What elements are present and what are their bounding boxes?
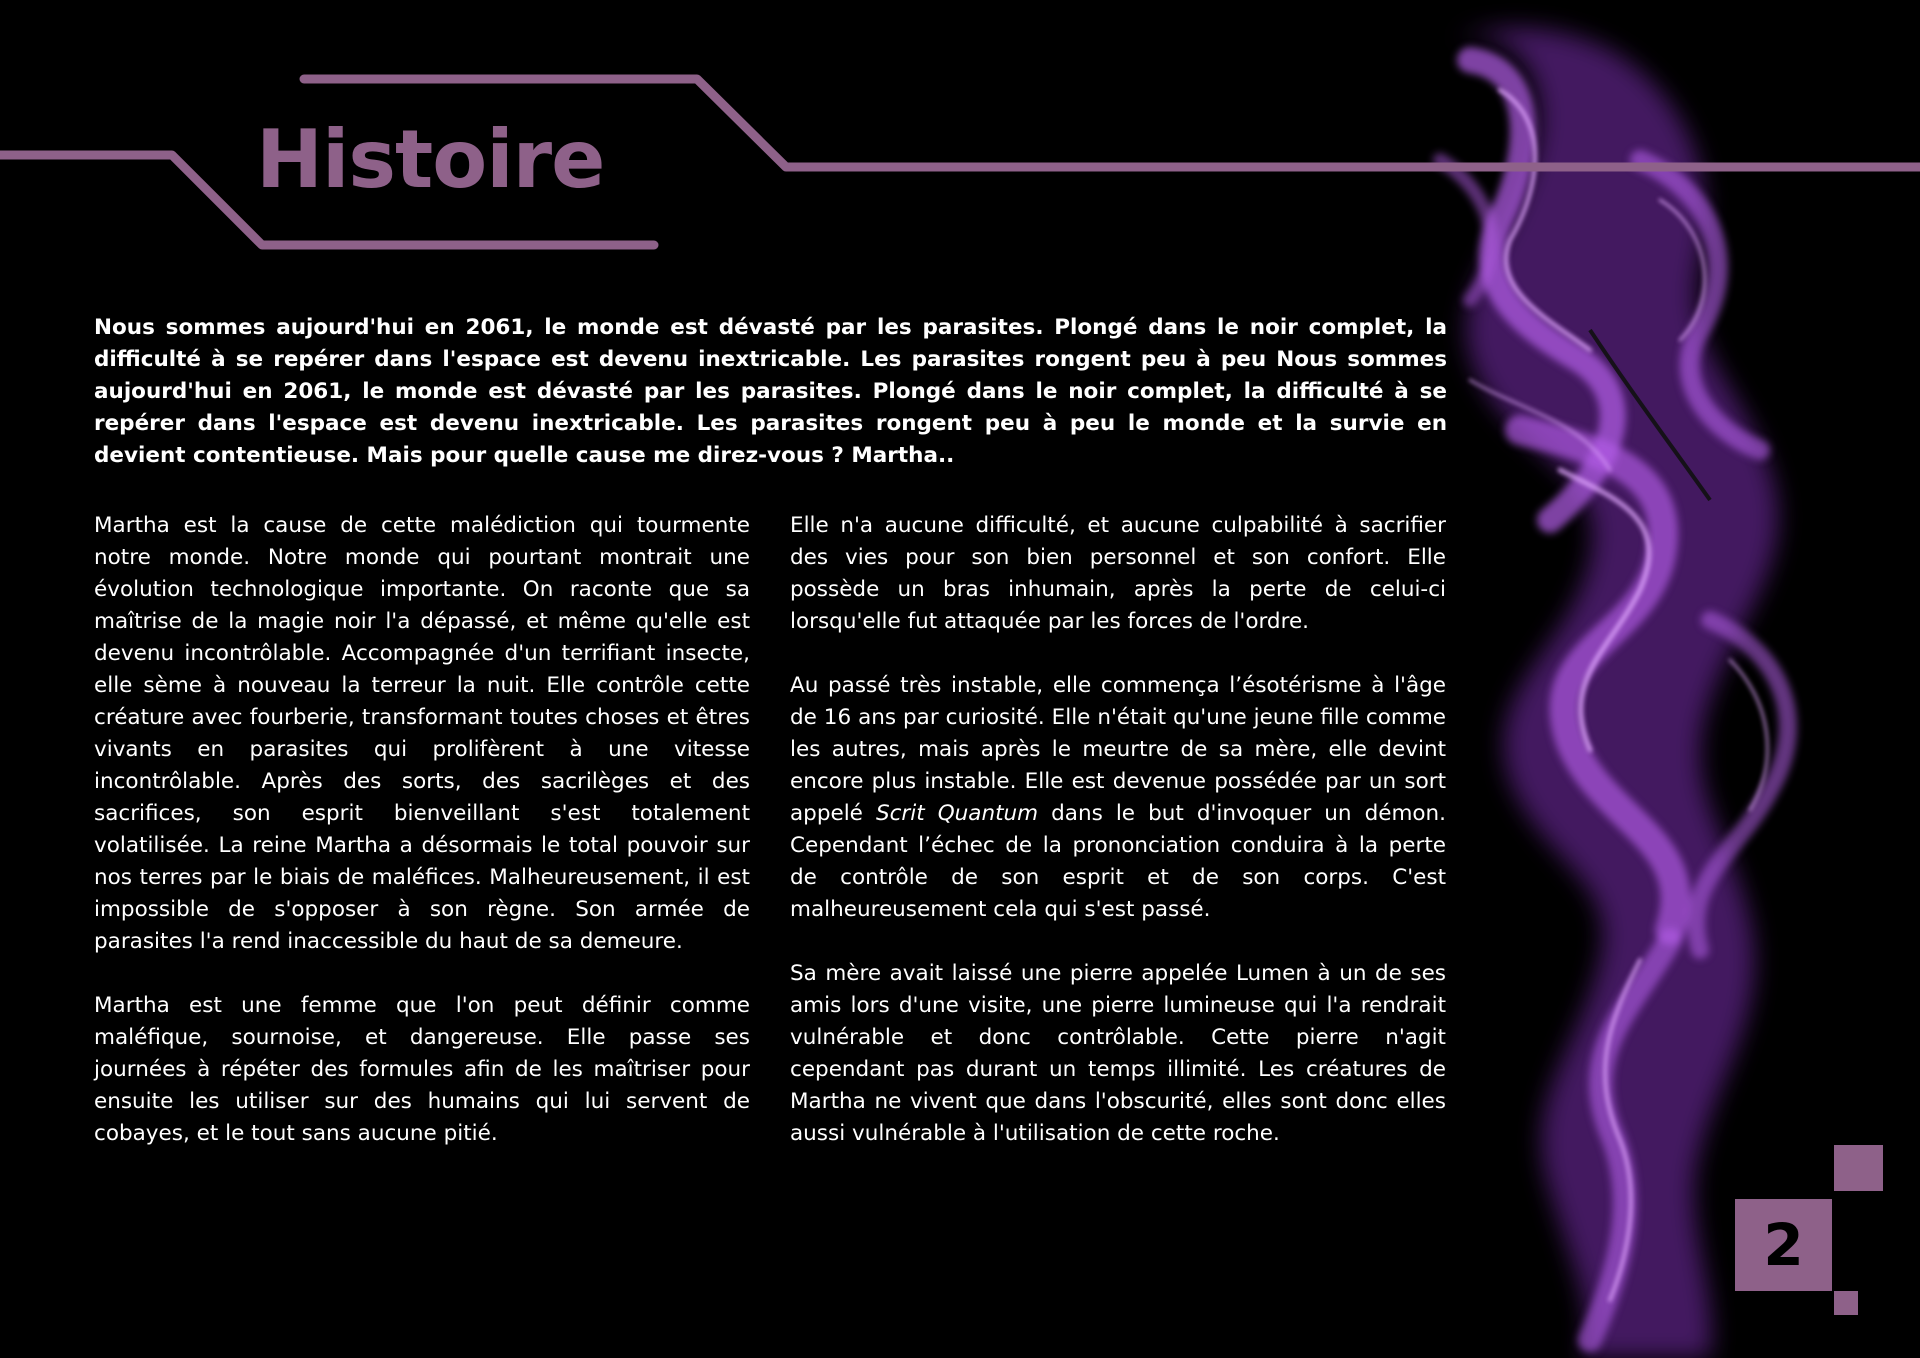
page-number: 2 [1735,1199,1832,1291]
left-column [94,510,750,1182]
intro-paragraph: Nous sommes aujourd'hui en 2061, le monde est dévasté par les parasites. Plongé dans le noir complet, la difficulté à se repérer dans l'espace est devenu inextricable. Les parasites rongent peu à peu Nous sommes aujourd'hui en 2061, le monde est dévasté par les parasites. Plongé dans le noir complet, la difficulté à se repérer dans l'espace est devenu inextricable. Les parasites rongent peu à peu le monde et la survie en devient contentieuse. Mais pour quelle cause me direz-vous ? Martha.. [94,315,1447,468]
right-paragraph-2-start: Au passé très instable, elle commença l’ésotérisme à l'âge de 16 ans par curiosité. Elle n'était qu'une jeune fille comme les autres, mais après le meurtre de sa mère, elle devint encore plus instable. Elle est devenue possédée par un sort appelé [790,673,1446,826]
left-paragraph-2: Martha est une femme que l'on peut définir comme maléfique, sournoise, et dangereuse. Elle passe ses journées à répéter des formules afin de les maîtriser pour ensuite les utiliser sur des humains qui lui servent de cobayes, et le tout sans aucune pitié. [94,993,750,1146]
right-paragraph-2-end: dans le but d'invoquer un démon. Cependant l’échec de la prononciation conduira à la perte de contrôle de son esprit et de son corps. C'est malheureusement cela qui s'est passé. [790,801,1447,922]
decor-square-top [1834,1145,1883,1191]
right-paragraph-3: Sa mère avait laissé une pierre appelée Lumen à un de ses amis lors d'une visite, une pierre lumineuse qui l'a rendrait vulnérable et donc contrôlable. Cette pierre n'agit cependant pas durant un temps illimité. Les créatures de Martha ne vivent que dans l'obscurité, elles sont donc elles aussi vulnérable à l'utilisation de cette roche. [790,961,1446,1146]
right-paragraph-1: Elle n'a aucune difficulté, et aucune culpabilité à sacrifier des vies pour son bien personnel et son confort. Elle possède un bras inhumain, après la perte de celui-ci lorsqu'elle fut attaquée par les forces de l'ordre. [790,513,1446,634]
right-column [790,510,1446,1182]
decor-square-bottom [1834,1291,1858,1315]
right-paragraph-2 [790,670,1446,926]
left-paragraph-1: Martha est la cause de cette malédiction qui tourmente notre monde. Notre monde qui pourtant montrait une évolution technologique importante. On raconte que sa maîtrise de la magie noir l'a dépassé, et même qu'elle est devenu incontrôlable. Accompagnée d'un terrifiant insecte, elle sème à nouveau la terreur la nuit. Elle contrôle cette créature avec fourberie, transformant toutes choses et êtres vivants en parasites qui prolifèrent à une vitesse incontrôlable. Après des sorts, des sacrilèges et des sacrifices, son esprit bienveillant s'est totalement volatilisée. La reine Martha a désormais le total pouvoir sur nos terres par le biais de maléfices. Malheureusement, il est impossible de s'opposer à son règne. Son armée de parasites l'a rend inaccessible du haut de sa demeure. [94,513,750,954]
spell-name: Scrit Quantum [875,801,1039,826]
page-title: Histoire [256,113,605,206]
